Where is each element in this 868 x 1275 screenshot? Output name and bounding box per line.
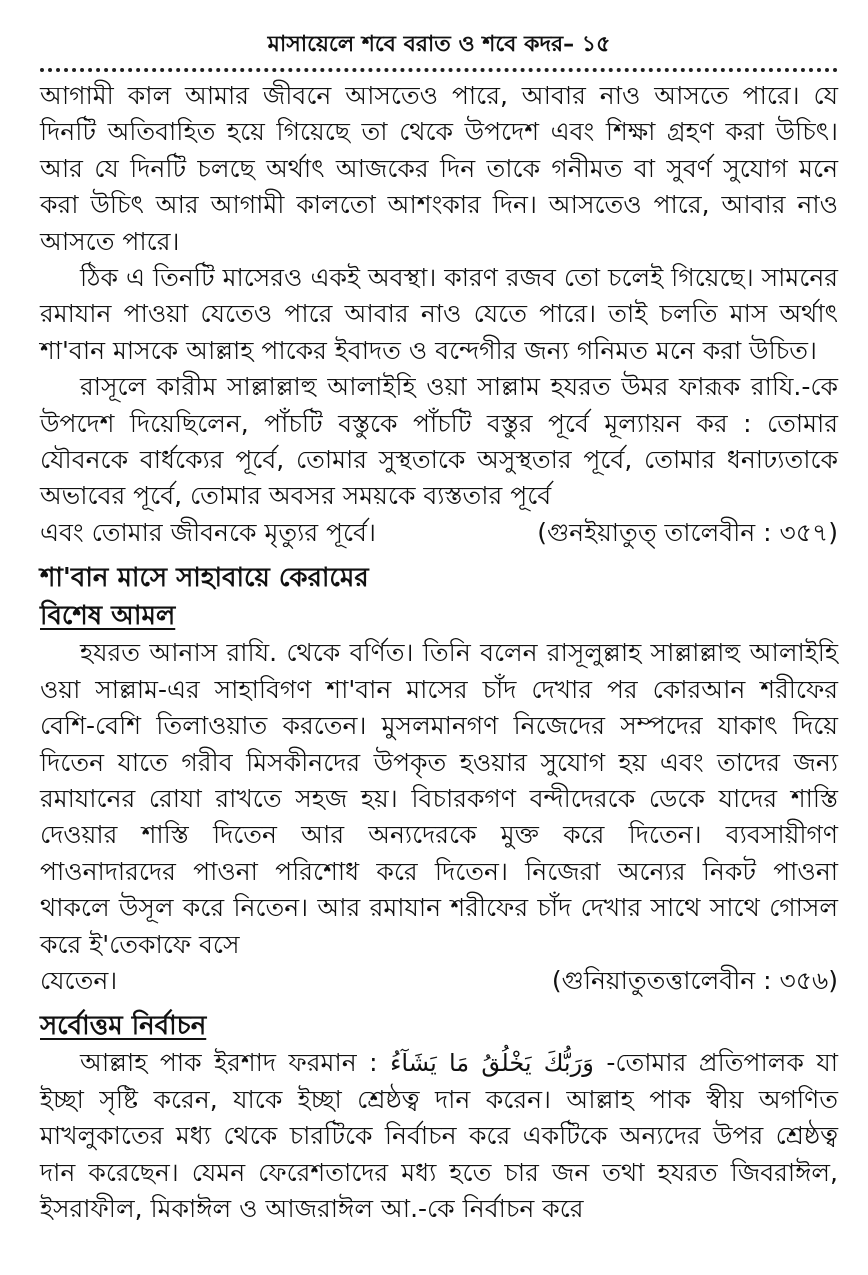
citation-1: (গুনইয়াতুত্ তালেবীন : ৩৫৭) bbox=[537, 517, 838, 547]
page-header bbox=[40, 30, 838, 62]
paragraph-2: ঠিক এ তিনটি মাসেরও একই অবস্থা। কারণ রজব তো চলেই গিয়েছে। সামনের রমাযান পাওয়া যেতেও পারে আবার নাও যেতে পারে। তাই চলতি মাস অর্থাৎ শা'বান মাসকে আল্লাহ পাকের ইবাদত ও বন্দেগীর জন্য গনিমত মনে করা উচিত। bbox=[40, 263, 838, 365]
section-heading-1-line-2 bbox=[40, 597, 838, 635]
section-heading-2-underlined: সর্বোত্তম নির্বাচন bbox=[40, 1011, 207, 1042]
paragraph-1: আগামী কাল আমার জীবনে আসতেও পারে, আবার নাও আসতে পারে। যে দিনটি অতিবাহিত হয়ে গিয়েছে তা থেকে উপদেশ এবং শিক্ষা গ্রহণ করা উচিৎ। আর যে দিনটি চলছে অর্থাৎ আজকের দিন তাকে গনীমত বা সুবর্ণ সুযোগ মনে করা উচিৎ আর আগামী কালতো আশংকার দিন। আসতেও পারে, আবার নাও আসতে পারে। bbox=[40, 81, 838, 256]
section-heading-1-line-1: শা'বান মাসে সাহাবায়ে কেরামের bbox=[40, 563, 369, 594]
book-page bbox=[40, 30, 838, 1265]
paragraph-5 bbox=[40, 1045, 838, 1227]
paragraph-3-last-line: এবং তোমার জীবনকে মৃত্যুর পূর্বে। bbox=[40, 517, 376, 547]
paragraph-5-rest: -তোমার প্রতিপালক যা ইচ্ছা সৃষ্টি করেন, যাকে ইচ্ছা শ্রেষ্ঠত্ব দান করেন। আল্লাহ পাক স্বীয় অগণিত মাখলুকাতের মধ্য থেকে চারটিকে নির্বাচন করে একটিকে অন্যদের উপর শ্রেষ্ঠত্ব দান করেছেন। যেমন ফেরেশতাদের মধ্য হতে চার জন তথা হযরত জিবরাঈল, ইসরাফীল, মিকাঈল ও আজরাঈল আ.-কে নির্বাচন করে bbox=[40, 1048, 838, 1223]
paragraph-4-closing bbox=[40, 963, 838, 999]
paragraph-3-closing bbox=[40, 515, 838, 551]
paragraph-4: হযরত আনাস রাযি. থেকে বর্ণিত। তিনি বলেন রাসূলুল্লাহ সাল্লাল্লাহু আলাইহি ওয়া সাল্লাম-এর সাহাবিগণ শা'বান মাসের চাঁদ দেখার পর কোরআন শরীফের বেশি-বেশি তিলাওয়াত করতেন। মুসলমানগণ নিজেদের সম্পদের যাকাৎ দিয়ে দিতেন যাতে গরীব মিসকীনদের উপকৃত হওয়ার সুযোগ হয় এবং তাদের জন্য রমাযানের রোযা রাখতে সহজ হয়। বিচারকগণ বন্দীদেরকে ডেকে যাদের শাস্তি দেওয়ার শাস্তি দিতেন আর অন্যদেরকে মুক্ত করে দিতেন। ব্যবসায়ীগণ পাওনাদারদের পাওনা পরিশোধ করে দিতেন। নিজেরা অন্যের নিকট পাওনা থাকলে উসূল করে নিতেন। আর রমাযান শরীফের চাঁদ দেখার সাথে সাথে গোসল করে ই'তেকাফে বসে bbox=[40, 638, 838, 959]
section-heading-1-underlined: বিশেষ আমল bbox=[40, 601, 176, 632]
citation-2: (গুনিয়াতুতত্তালেবীন : ৩৫৬) bbox=[551, 965, 838, 995]
section-heading-2 bbox=[40, 1007, 838, 1045]
paragraph-4-last-line: যেতেন। bbox=[40, 965, 118, 995]
quran-verse: وَرَبُّكَ يَخْلُقُ مَا يَشَآءُ bbox=[390, 1049, 594, 1078]
running-title: মাসায়েলে শবে বরাত ও শবে কদর– ১৫ bbox=[267, 32, 611, 57]
paragraph-3: রাসূলে কারীম সাল্লাল্লাহু আলাইহি ওয়া সাল্লাম হযরত উমর ফারূক রাযি.-কে উপদেশ দিয়েছিলেন, পাঁচটি বস্তুকে পাঁচটি বস্তুর পূর্বে মূল্যায়ন কর : তোমার যৌবনকে বার্ধক্যের পূর্বে, তোমার সুস্থতাকে অসুস্থতার পূর্বে, তোমার ধনাঢ্যতাকে অভাবের পূর্বে, তোমার অবসর সময়কে ব্যস্ততার পূর্বে bbox=[40, 372, 838, 511]
dotted-divider bbox=[40, 68, 838, 72]
paragraph-5-lead: আল্লাহ পাক ইরশাদ ফরমান : bbox=[80, 1048, 378, 1078]
